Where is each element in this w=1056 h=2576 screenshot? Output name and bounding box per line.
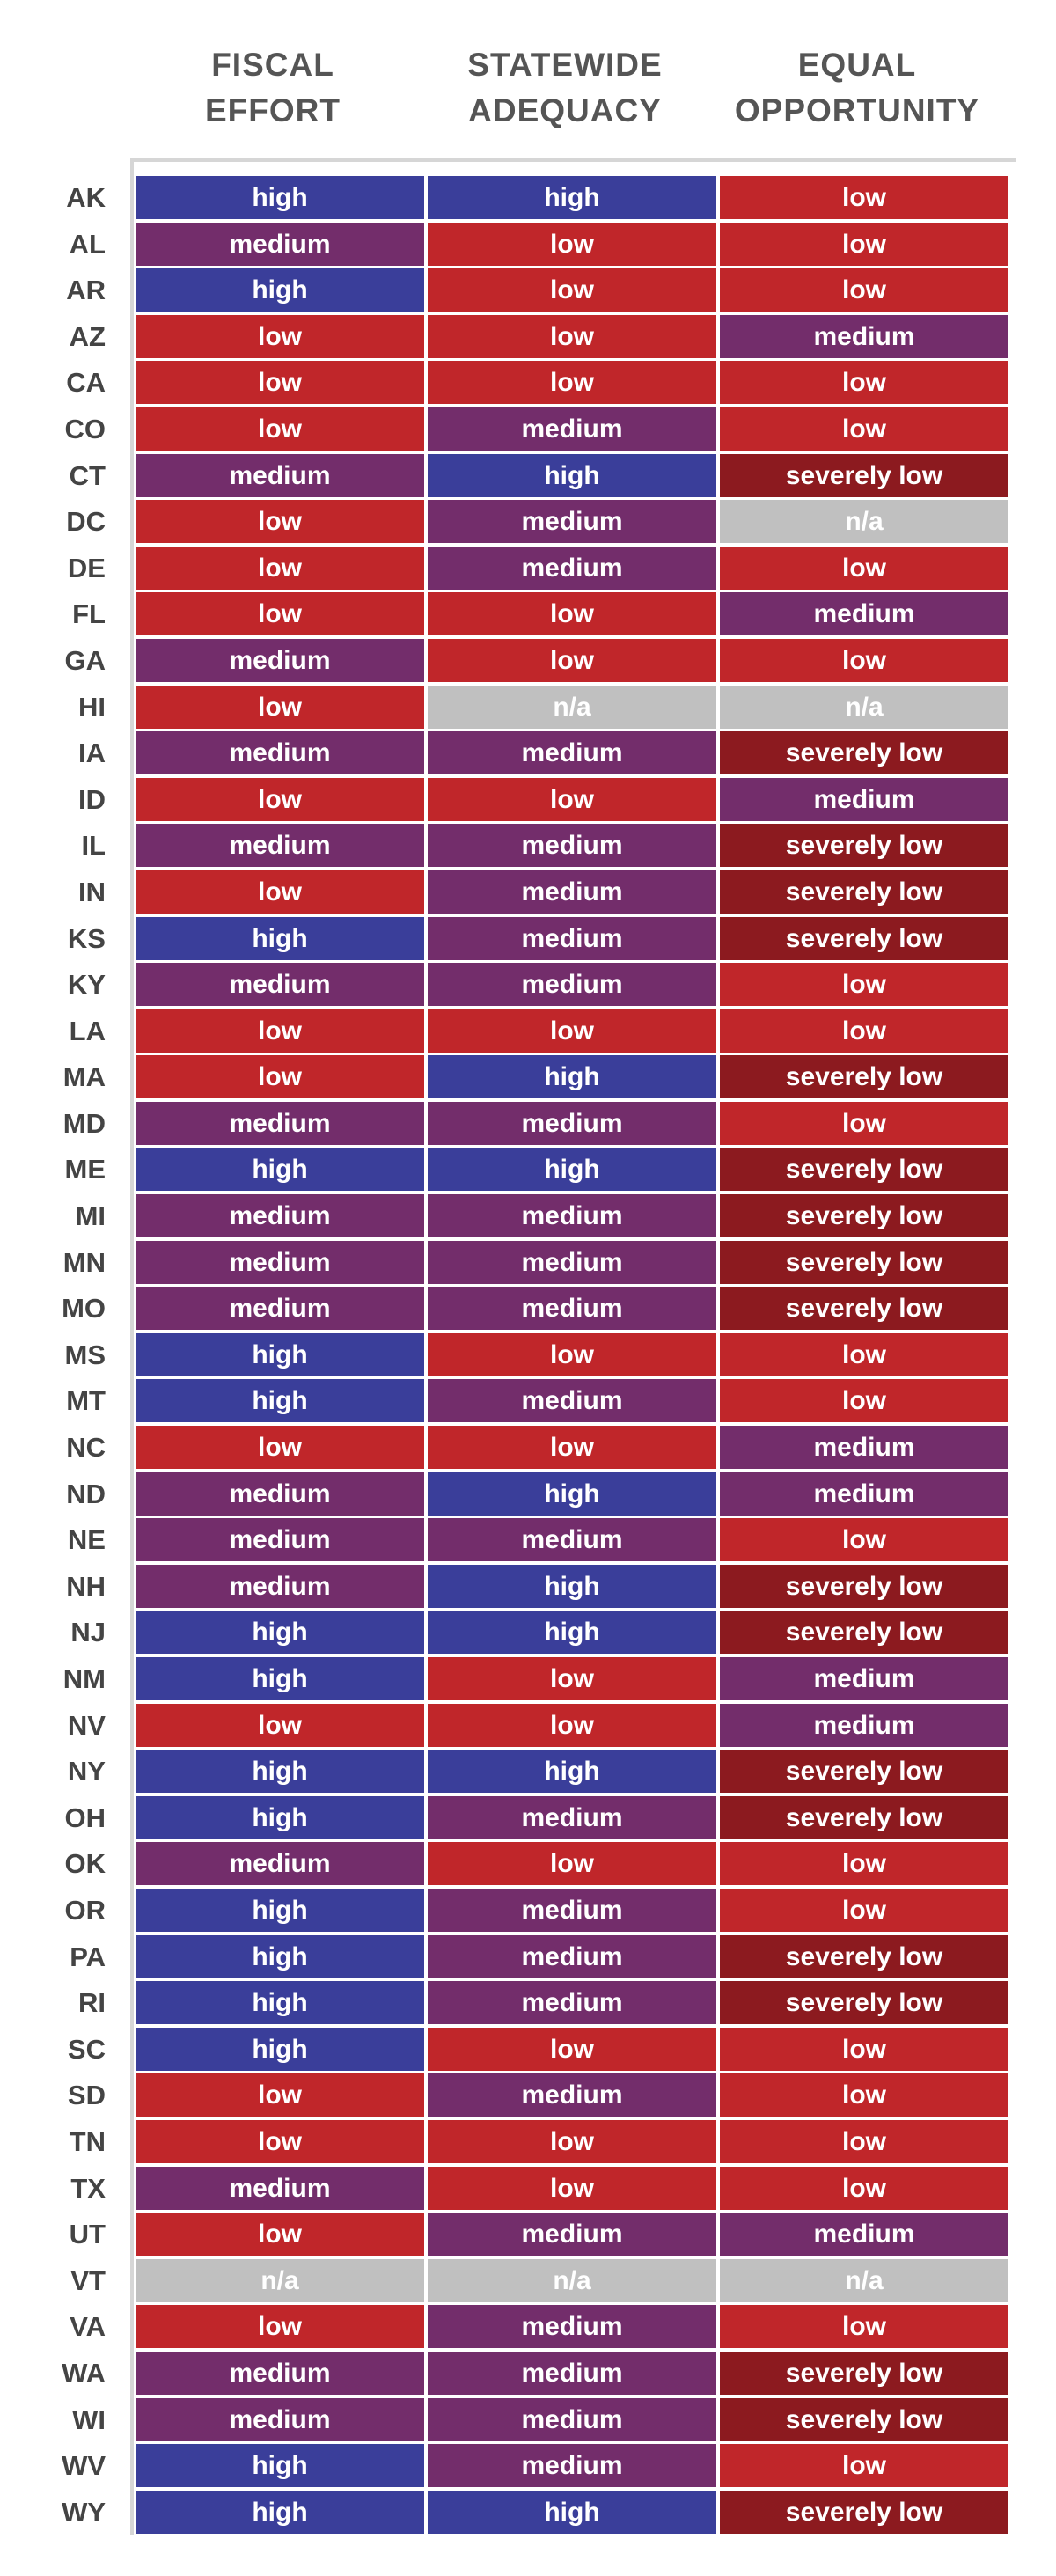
rating-cell: medium (136, 2352, 424, 2395)
rating-cell: medium (428, 2444, 716, 2487)
rating-cell: high (136, 1935, 424, 1978)
rating-cell: severely low (720, 1981, 1008, 2024)
table-row (0, 407, 1016, 454)
table-row (0, 1333, 1016, 1380)
table-row (0, 1472, 1016, 1519)
rating-cell: medium (428, 2305, 716, 2348)
rating-cell: medium (428, 1889, 716, 1932)
state-label: NM (62, 1663, 106, 1694)
table-row (0, 361, 1016, 407)
rating-cell: low (136, 1055, 424, 1098)
state-label: HI (78, 691, 106, 723)
state-label: NC (66, 1432, 106, 1464)
column-headers (128, 42, 1016, 150)
state-label: RI (78, 1987, 106, 2019)
rating-cell: low (720, 2444, 1008, 2487)
rating-cell: severely low (720, 824, 1008, 867)
rating-cell: low (720, 407, 1008, 451)
rating-cell: medium (428, 870, 716, 914)
table-row (0, 824, 1016, 870)
rating-cell: medium (136, 1287, 424, 1330)
rating-cell: medium (428, 1518, 716, 1561)
state-label: OR (64, 1894, 106, 1926)
state-label: VA (70, 2311, 106, 2343)
rating-cell: severely low (720, 1241, 1008, 1284)
rating-cell: high (136, 268, 424, 312)
table-row (0, 1379, 1016, 1426)
table-row (0, 1657, 1016, 1704)
rating-cell: medium (428, 1379, 716, 1422)
table-row (0, 1194, 1016, 1241)
state-label: ID (78, 783, 106, 815)
rating-cell: low (720, 963, 1008, 1006)
rating-cell: n/a (720, 686, 1008, 729)
table-row (0, 268, 1016, 315)
state-label: OK (64, 1848, 106, 1880)
table-row (0, 2491, 1016, 2537)
rating-cell: high (428, 1565, 716, 1608)
state-label: WA (62, 2357, 106, 2389)
rating-cell: low (136, 778, 424, 821)
rating-cell: low (428, 1657, 716, 1700)
rating-cell: medium (136, 1518, 424, 1561)
table-row (0, 2213, 1016, 2259)
state-label: WY (62, 2496, 106, 2528)
rating-cell: medium (720, 592, 1008, 635)
table-row (0, 2167, 1016, 2213)
state-label: MT (66, 1385, 106, 1417)
rating-cell: severely low (720, 2491, 1008, 2534)
rating-cell: high (428, 1148, 716, 1191)
rating-cell: high (428, 454, 716, 497)
rating-cell: medium (428, 963, 716, 1006)
rating-cell: medium (136, 2398, 424, 2441)
rating-cell: low (136, 592, 424, 635)
rating-cell: n/a (720, 500, 1008, 543)
state-label: TX (70, 2172, 106, 2204)
rating-cell: medium (136, 223, 424, 266)
table-row (0, 454, 1016, 501)
table-row (0, 1704, 1016, 1750)
state-label: WI (72, 2404, 106, 2435)
header-adequacy-line1: STATEWIDE (467, 47, 663, 83)
table-row (0, 592, 1016, 639)
rating-cell: low (720, 2073, 1008, 2117)
rating-cell: low (136, 500, 424, 543)
rating-cell: medium (428, 500, 716, 543)
rating-cell: medium (136, 1842, 424, 1885)
rating-cell: high (136, 1657, 424, 1700)
rating-cell: low (720, 2028, 1008, 2071)
state-label: ME (64, 1154, 106, 1185)
rating-cell: n/a (136, 2259, 424, 2302)
rating-cell: low (136, 547, 424, 590)
rating-cell: low (428, 268, 716, 312)
rating-cell: medium (428, 731, 716, 774)
rating-cell: low (720, 223, 1008, 266)
rating-cell: n/a (428, 686, 716, 729)
table-row (0, 1842, 1016, 1889)
table-row (0, 2028, 1016, 2074)
table-row (0, 2398, 1016, 2445)
rating-cell: medium (136, 1241, 424, 1284)
rating-cell: low (136, 2073, 424, 2117)
rating-cell: low (720, 2167, 1008, 2210)
rating-cell: high (136, 1379, 424, 1422)
state-label: ND (66, 1478, 106, 1509)
state-label: MN (62, 1246, 106, 1278)
state-label: SD (67, 2080, 106, 2111)
table-row (0, 1055, 1016, 1102)
table-row (0, 2305, 1016, 2352)
header-fiscal-line2: EFFORT (205, 92, 341, 128)
rating-cell: severely low (720, 1055, 1008, 1098)
rating-cell: severely low (720, 1750, 1008, 1793)
table-row (0, 870, 1016, 917)
state-label: MS (64, 1339, 106, 1370)
rating-cell: medium (720, 2213, 1008, 2256)
rating-cell: low (720, 1333, 1008, 1376)
rating-cell: medium (136, 1194, 424, 1237)
rating-cell: medium (428, 1241, 716, 1284)
rating-cell: medium (136, 1472, 424, 1516)
table-row (0, 1287, 1016, 1333)
rating-cell: low (720, 639, 1008, 682)
rating-cell: medium (720, 1472, 1008, 1516)
rating-cell: low (136, 1704, 424, 1747)
header-fiscal-effort (128, 42, 417, 150)
rating-cell: high (136, 2491, 424, 2534)
state-label: NE (67, 1524, 106, 1556)
table-row (0, 1565, 1016, 1611)
table-row (0, 315, 1016, 362)
rating-cell: severely low (720, 1148, 1008, 1191)
state-label: NV (67, 1709, 106, 1741)
table-row (0, 1981, 1016, 2028)
rating-cell: medium (136, 639, 424, 682)
rating-cell: medium (428, 2073, 716, 2117)
state-label: AR (66, 275, 106, 306)
rating-cell: severely low (720, 1935, 1008, 1978)
state-label: UT (69, 2219, 106, 2250)
rating-cell: low (136, 315, 424, 358)
rating-cell: medium (428, 407, 716, 451)
rating-cell: low (136, 686, 424, 729)
state-label: CO (64, 413, 106, 444)
state-label: PA (70, 1941, 106, 1972)
header-opportunity-line1: EQUAL (797, 47, 917, 83)
rating-cell: low (136, 2305, 424, 2348)
state-label: GA (64, 644, 106, 676)
table-row (0, 1750, 1016, 1796)
table-row (0, 1102, 1016, 1149)
rating-cell: high (136, 1333, 424, 1376)
table-row (0, 639, 1016, 686)
state-label: DE (67, 552, 106, 583)
state-label: CT (69, 459, 106, 491)
rating-cell: medium (720, 1657, 1008, 1700)
table-row (0, 2120, 1016, 2167)
rating-cell: high (428, 1055, 716, 1098)
table-row (0, 1889, 1016, 1935)
table-row (0, 963, 1016, 1009)
rating-cell: medium (428, 1796, 716, 1839)
rating-cell: low (720, 1102, 1008, 1145)
state-label: NJ (70, 1617, 106, 1648)
rating-cell: medium (428, 1935, 716, 1978)
rating-cell: severely low (720, 917, 1008, 960)
state-label: DC (66, 506, 106, 538)
rating-cell: severely low (720, 454, 1008, 497)
rating-cell: medium (136, 2167, 424, 2210)
rating-cell: low (720, 1889, 1008, 1932)
state-label: MA (62, 1061, 106, 1093)
rating-cell: low (428, 1333, 716, 1376)
horizontal-axis-line (130, 158, 1016, 162)
rating-cell: severely low (720, 870, 1008, 914)
rating-cell: high (428, 2491, 716, 2534)
state-label: VT (70, 2264, 106, 2296)
rating-cell: severely low (720, 1611, 1008, 1654)
state-label: MD (62, 1107, 106, 1139)
rating-cell: severely low (720, 731, 1008, 774)
rating-cell: low (136, 1426, 424, 1469)
table-row (0, 1518, 1016, 1565)
header-opportunity-line2: OPPORTUNITY (734, 92, 980, 128)
rating-cell: low (428, 778, 716, 821)
rating-cell: severely low (720, 1194, 1008, 1237)
rating-cell: high (136, 1889, 424, 1932)
rating-cell: severely low (720, 1287, 1008, 1330)
rating-cell: low (428, 639, 716, 682)
rating-cell: high (136, 1148, 424, 1191)
rating-cell: medium (428, 1194, 716, 1237)
table-row (0, 1009, 1016, 1056)
rating-cell: medium (136, 731, 424, 774)
rating-cell: high (136, 2444, 424, 2487)
rating-cell: high (136, 917, 424, 960)
rating-cell: medium (720, 1426, 1008, 1469)
ratings-table (0, 176, 1016, 2536)
rating-cell: low (428, 1009, 716, 1053)
rating-cell: low (428, 2120, 716, 2163)
rating-cell: medium (428, 1287, 716, 1330)
rating-cell: high (136, 1981, 424, 2024)
rating-cell: low (428, 2167, 716, 2210)
state-label: KY (67, 969, 106, 1001)
state-label: IL (81, 830, 106, 862)
rating-cell: medium (428, 2352, 716, 2395)
table-row (0, 2352, 1016, 2398)
rating-cell: high (136, 176, 424, 219)
rating-cell: high (136, 1611, 424, 1654)
state-label: IN (78, 876, 106, 907)
rating-cell: severely low (720, 1565, 1008, 1608)
rating-cell: low (136, 361, 424, 404)
rating-cell: low (428, 361, 716, 404)
state-label: MO (62, 1293, 106, 1325)
rating-cell: low (720, 2305, 1008, 2348)
rating-cell: medium (428, 917, 716, 960)
header-adequacy-line2: ADEQUACY (468, 92, 662, 128)
rating-cell: low (428, 223, 716, 266)
rating-cell: medium (136, 1565, 424, 1608)
state-label: KS (67, 922, 106, 954)
rating-cell: high (428, 176, 716, 219)
rating-cell: low (136, 2120, 424, 2163)
table-row (0, 2259, 1016, 2306)
rating-cell: low (720, 2120, 1008, 2163)
table-row (0, 1611, 1016, 1657)
table-row (0, 917, 1016, 964)
state-label: AZ (69, 320, 106, 352)
rating-cell: low (720, 1518, 1008, 1561)
rating-cell: medium (428, 547, 716, 590)
rating-cell: medium (720, 315, 1008, 358)
table-row (0, 686, 1016, 732)
rating-cell: low (428, 592, 716, 635)
rating-cell: low (136, 1009, 424, 1053)
table-row (0, 2073, 1016, 2120)
rating-cell: low (720, 547, 1008, 590)
rating-cell: medium (136, 454, 424, 497)
rating-cell: low (428, 1426, 716, 1469)
state-label: AL (69, 228, 106, 260)
table-row (0, 731, 1016, 778)
rating-cell: high (136, 1796, 424, 1839)
state-label: NY (67, 1756, 106, 1787)
table-row (0, 1426, 1016, 1472)
rating-cell: medium (428, 824, 716, 867)
rating-cell: low (136, 407, 424, 451)
rating-cell: low (720, 1009, 1008, 1053)
rating-cell: high (428, 1472, 716, 1516)
state-label: OH (64, 1802, 106, 1833)
rating-cell: medium (428, 1981, 716, 2024)
rating-cell: low (428, 2028, 716, 2071)
header-fiscal-line1: FISCAL (211, 47, 334, 83)
header-equal-opportunity (713, 42, 1001, 150)
table-row (0, 1148, 1016, 1194)
rating-cell: low (720, 361, 1008, 404)
rating-cell: low (720, 1842, 1008, 1885)
table-row (0, 547, 1016, 593)
rating-cell: n/a (720, 2259, 1008, 2302)
rating-cell: medium (428, 2398, 716, 2441)
rating-cell: n/a (428, 2259, 716, 2302)
rating-cell: medium (720, 1704, 1008, 1747)
state-label: AK (66, 182, 106, 213)
rating-cell: medium (136, 824, 424, 867)
rating-cell: low (720, 176, 1008, 219)
state-label: NH (66, 1570, 106, 1602)
rating-cell: severely low (720, 2352, 1008, 2395)
state-label: FL (72, 598, 106, 630)
table-row (0, 778, 1016, 825)
table-row (0, 1796, 1016, 1843)
rating-cell: low (720, 1379, 1008, 1422)
state-label: WV (62, 2450, 106, 2482)
rating-cell: high (428, 1750, 716, 1793)
table-row (0, 2444, 1016, 2491)
rating-cell: low (136, 870, 424, 914)
rating-cell: medium (428, 2213, 716, 2256)
rating-cell: low (720, 268, 1008, 312)
state-label: IA (78, 738, 106, 769)
state-label: LA (69, 1015, 106, 1046)
rating-cell: severely low (720, 1796, 1008, 1839)
rating-cell: medium (136, 963, 424, 1006)
rating-cell: low (428, 1704, 716, 1747)
table-row (0, 223, 1016, 269)
state-label: MI (75, 1200, 106, 1232)
rating-cell: medium (428, 1102, 716, 1145)
rating-cell: low (136, 2213, 424, 2256)
table-row (0, 1935, 1016, 1982)
table-row (0, 176, 1016, 223)
rating-cell: medium (720, 778, 1008, 821)
table-row (0, 1241, 1016, 1288)
header-statewide-adequacy (421, 42, 709, 150)
rating-cell: high (136, 1750, 424, 1793)
table-row (0, 500, 1016, 547)
rating-cell: low (428, 315, 716, 358)
rating-cell: high (136, 2028, 424, 2071)
state-label: TN (69, 2125, 106, 2157)
rating-cell: high (428, 1611, 716, 1654)
rating-cell: low (428, 1842, 716, 1885)
state-label: SC (67, 2033, 106, 2065)
rating-cell: medium (136, 1102, 424, 1145)
state-label: CA (66, 367, 106, 399)
rating-cell: severely low (720, 2398, 1008, 2441)
